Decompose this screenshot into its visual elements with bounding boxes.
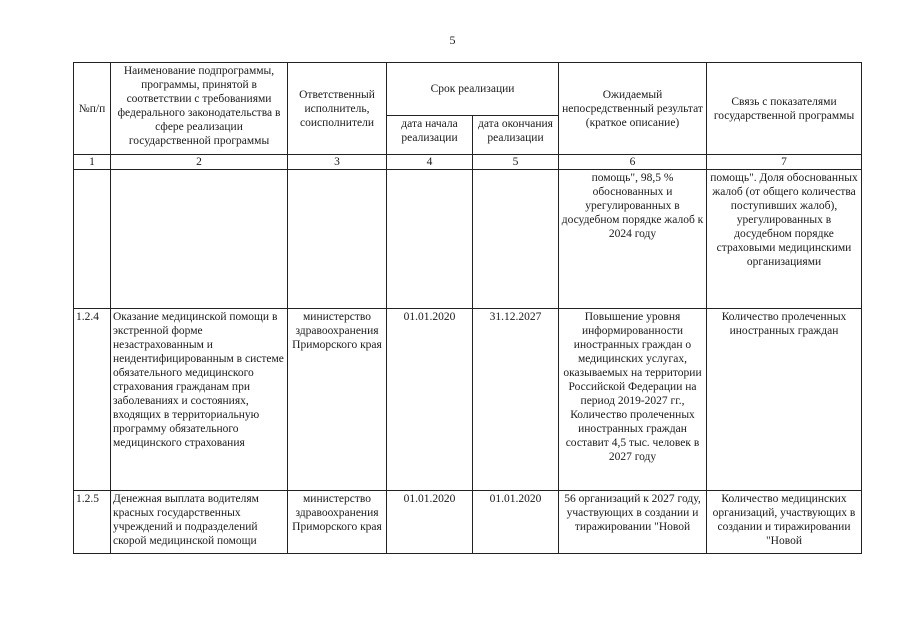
row-end-date xyxy=(473,170,559,309)
row-start-date: 01.01.2020 xyxy=(387,309,473,491)
column-number-row xyxy=(74,155,862,170)
row-start-date: 01.01.2020 xyxy=(387,491,473,554)
row-number: 1.2.5 xyxy=(74,491,111,554)
row-number: 1.2.4 xyxy=(74,309,111,491)
table-row xyxy=(74,170,862,309)
row-indicator: Количество медицинских организаций, участвующих в создании и тиражировании "Новой xyxy=(707,491,862,554)
column-number: 3 xyxy=(288,155,387,170)
column-number: 6 xyxy=(559,155,707,170)
table-row xyxy=(74,491,862,554)
row-end-date: 31.12.2027 xyxy=(473,309,559,491)
header-col-period: Срок реализации xyxy=(387,63,559,116)
row-result: помощь", 98,5 % обоснованных и урегулированных в досудебном порядке жалоб к 2024 году xyxy=(559,170,707,309)
column-number: 4 xyxy=(387,155,473,170)
row-indicator: Количество пролеченных иностранных граждан xyxy=(707,309,862,491)
header-col-indicator: Связь с показателями государственной программы xyxy=(707,63,862,155)
row-executor: министерство здравоохранения Приморского края xyxy=(288,491,387,554)
row-result: Повышение уровня информированности иностранных граждан о медицинских услугах, оказываемых на территории Российской Федерации на период 2019-2027 гг., Количество пролеченных иностранных граждан составит 4,5 тыс. человек в 2027 году xyxy=(559,309,707,491)
header-col-name: Наименование подпрограммы, программы, принятой в соответствии с требованиями федерального законодательства в сфере реализации государственной программы xyxy=(111,63,288,155)
header-row xyxy=(74,63,862,116)
row-start-date xyxy=(387,170,473,309)
header-col-executor: Ответственный исполнитель, соисполнители xyxy=(288,63,387,155)
row-name: Оказание медицинской помощи в экстренной форме незастрахованным и неидентифицированным в системе обязательного медицинского страхования гражданам при заболеваниях и состояниях, входящих в территориальную программу обязательного медицинского страхования xyxy=(111,309,288,491)
row-end-date: 01.01.2020 xyxy=(473,491,559,554)
column-number: 5 xyxy=(473,155,559,170)
row-name: Денежная выплата водителям красных государственных учреждений и подразделений скорой медицинской помощи xyxy=(111,491,288,554)
column-number: 1 xyxy=(74,155,111,170)
row-executor: министерство здравоохранения Приморского края xyxy=(288,309,387,491)
row-result: 56 организаций к 2027 году, участвующих в создании и тиражировании "Новой xyxy=(559,491,707,554)
row-indicator: помощь". Доля обоснованных жалоб (от общего количества поступивших жалоб), урегулированных в досудебном порядке страховыми медицинскими организациями xyxy=(707,170,862,309)
header-col-num: №п/п xyxy=(74,63,111,155)
table-row xyxy=(74,309,862,491)
row-number xyxy=(74,170,111,309)
page-number: 5 xyxy=(449,33,456,47)
column-number: 2 xyxy=(111,155,288,170)
row-executor xyxy=(288,170,387,309)
column-number: 7 xyxy=(707,155,862,170)
header-col-end: дата окончания реализации xyxy=(473,116,559,155)
header-col-start: дата начала реализации xyxy=(387,116,473,155)
row-name xyxy=(111,170,288,309)
header-col-result: Ожидаемый непосредственный результат (краткое описание) xyxy=(559,63,707,155)
program-table xyxy=(73,62,862,554)
